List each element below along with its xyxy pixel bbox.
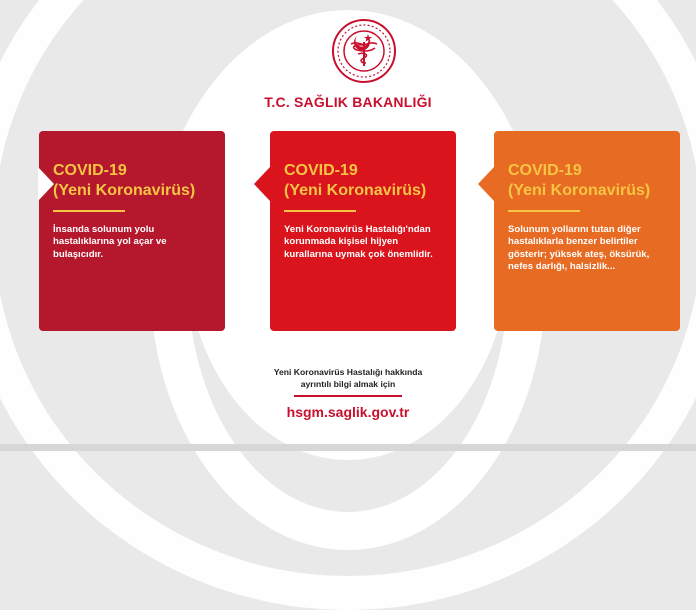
ministry-of-health-emblem-icon (331, 18, 397, 84)
info-card-3 (494, 131, 680, 331)
card-title: COVID-19 (53, 162, 127, 179)
bottom-strip (0, 444, 696, 451)
card-divider (53, 210, 125, 212)
card-divider (508, 210, 580, 212)
card-subtitle: (Yeni Koronavirüs) (284, 182, 427, 199)
card-title: COVID-19 (508, 162, 582, 179)
info-card-2 (270, 131, 456, 331)
card-subtitle: (Yeni Koronavirüs) (53, 182, 196, 199)
card-title: COVID-19 (284, 162, 358, 179)
ministry-title: T.C. SAĞLIK BAKANLIĞI (264, 94, 432, 110)
card-text: Solunum yollarını tutan diğer hastalıklarla benzer belirtiler gösterir; yüksek ateş, öksürük, nefes darlığı, halsizlik... (508, 224, 650, 273)
info-card-1 (39, 131, 225, 331)
website-link[interactable]: hsgm.saglik.gov.tr (286, 404, 410, 420)
card-subtitle: (Yeni Koronavirüs) (508, 182, 651, 199)
info-text (0, 366, 696, 390)
info-line-2: ayrıntılı bilgi almak için (300, 379, 396, 389)
card-divider (284, 210, 356, 212)
card-text: İnsanda solunum yolu hastalıklarına yol açar ve bulaşıcıdır. (53, 224, 167, 260)
link-divider (294, 395, 402, 397)
info-line-1: Yeni Koronavirüs Hastalığı hakkında (273, 367, 423, 377)
card-text: Yeni Koronavirüs Hastalığı'ndan korunmada kişisel hijyen kurallarına uymak çok önemlidir. (284, 224, 433, 260)
